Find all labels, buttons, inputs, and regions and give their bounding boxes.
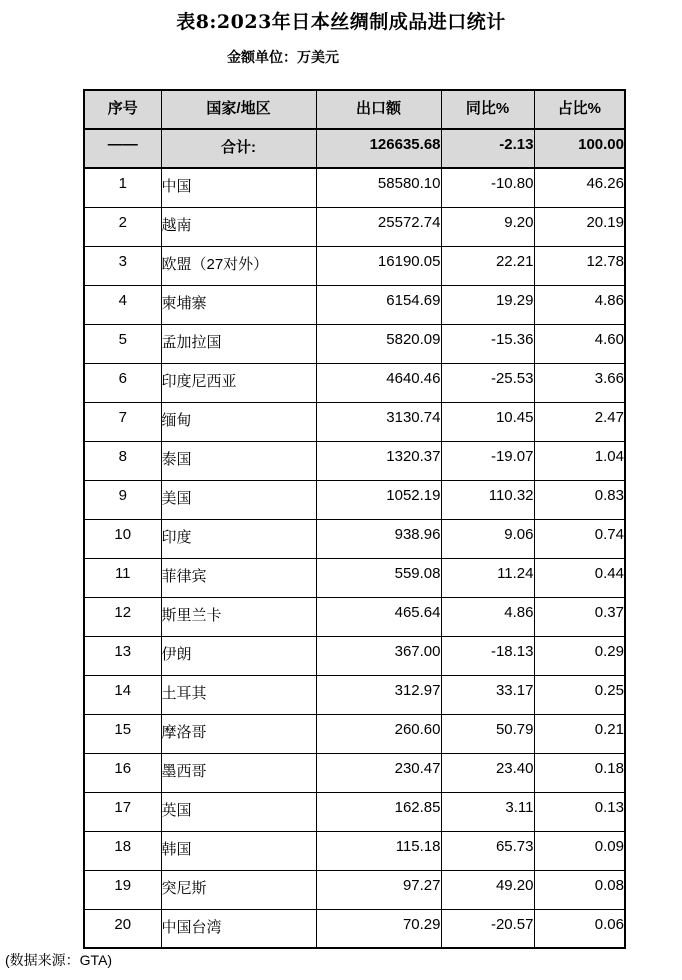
- table-row: [84, 519, 625, 558]
- value-cell: 97.27: [316, 870, 441, 909]
- yoy-cell: 9.20: [441, 207, 534, 246]
- value-cell: 1320.37: [316, 441, 441, 480]
- share-cell: 0.37: [534, 597, 625, 636]
- yoy-cell: 4.86: [441, 597, 534, 636]
- total-row: [84, 129, 625, 168]
- country-cell: 伊朗: [161, 636, 316, 675]
- value-cell: 25572.74: [316, 207, 441, 246]
- table-row: [84, 714, 625, 753]
- country-cell: 越南: [161, 207, 316, 246]
- country-cell: 菲律宾: [161, 558, 316, 597]
- value-cell: 1052.19: [316, 480, 441, 519]
- share-cell: 0.06: [534, 909, 625, 948]
- value-cell: 312.97: [316, 675, 441, 714]
- seq-cell: 13: [84, 636, 161, 675]
- value-cell: 4640.46: [316, 363, 441, 402]
- share-cell: 0.13: [534, 792, 625, 831]
- table-row: [84, 246, 625, 285]
- yoy-cell: -18.13: [441, 636, 534, 675]
- value-cell: 230.47: [316, 753, 441, 792]
- table-row: [84, 792, 625, 831]
- table-row: [84, 675, 625, 714]
- yoy-cell: -19.07: [441, 441, 534, 480]
- table-row: [84, 909, 625, 948]
- header-value: 出口额: [316, 90, 441, 129]
- total-label-cell: 合计:: [161, 129, 316, 168]
- table-row: [84, 324, 625, 363]
- country-cell: 墨西哥: [161, 753, 316, 792]
- yoy-cell: 11.24: [441, 558, 534, 597]
- table-row: [84, 168, 625, 207]
- table-row: [84, 363, 625, 402]
- yoy-cell: 49.20: [441, 870, 534, 909]
- table-row: [84, 285, 625, 324]
- country-cell: 美国: [161, 480, 316, 519]
- share-cell: 4.60: [534, 324, 625, 363]
- share-cell: 0.25: [534, 675, 625, 714]
- yoy-cell: 22.21: [441, 246, 534, 285]
- value-cell: 260.60: [316, 714, 441, 753]
- seq-cell: 4: [84, 285, 161, 324]
- seq-cell: 8: [84, 441, 161, 480]
- seq-cell: 16: [84, 753, 161, 792]
- value-cell: 115.18: [316, 831, 441, 870]
- country-cell: 斯里兰卡: [161, 597, 316, 636]
- table-row: [84, 207, 625, 246]
- header-yoy: 同比%: [441, 90, 534, 129]
- seq-cell: 5: [84, 324, 161, 363]
- table-row: [84, 753, 625, 792]
- yoy-cell: 110.32: [441, 480, 534, 519]
- yoy-cell: -25.53: [441, 363, 534, 402]
- share-cell: 0.21: [534, 714, 625, 753]
- yoy-cell: -20.57: [441, 909, 534, 948]
- share-cell: 0.08: [534, 870, 625, 909]
- value-cell: 367.00: [316, 636, 441, 675]
- seq-cell: 15: [84, 714, 161, 753]
- table-row: [84, 480, 625, 519]
- share-cell: 46.26: [534, 168, 625, 207]
- share-cell: 0.09: [534, 831, 625, 870]
- country-cell: 摩洛哥: [161, 714, 316, 753]
- seq-cell: 14: [84, 675, 161, 714]
- yoy-cell: 50.79: [441, 714, 534, 753]
- yoy-cell: 3.11: [441, 792, 534, 831]
- share-cell: 0.29: [534, 636, 625, 675]
- data-source-note: (数据来源：GTA): [5, 952, 113, 968]
- seq-cell: 7: [84, 402, 161, 441]
- table-row: [84, 402, 625, 441]
- value-cell: 3130.74: [316, 402, 441, 441]
- country-cell: 泰国: [161, 441, 316, 480]
- yoy-cell: 65.73: [441, 831, 534, 870]
- header-row: [84, 90, 625, 129]
- yoy-cell: 10.45: [441, 402, 534, 441]
- value-cell: 938.96: [316, 519, 441, 558]
- share-cell: 0.18: [534, 753, 625, 792]
- yoy-cell: 9.06: [441, 519, 534, 558]
- share-cell: 0.44: [534, 558, 625, 597]
- table-row: [84, 558, 625, 597]
- total-share-cell: 100.00: [534, 129, 625, 168]
- page-title: 表8:2023年日本丝绸制成品进口统计: [176, 11, 506, 33]
- share-cell: 3.66: [534, 363, 625, 402]
- table-header: [84, 90, 625, 129]
- value-cell: 162.85: [316, 792, 441, 831]
- seq-cell: 18: [84, 831, 161, 870]
- header-share: 占比%: [534, 90, 625, 129]
- country-cell: 欧盟（27对外）: [161, 246, 316, 285]
- import-statistics-table: [83, 89, 626, 949]
- country-cell: 韩国: [161, 831, 316, 870]
- table-row: [84, 636, 625, 675]
- table-row: [84, 441, 625, 480]
- seq-cell: 20: [84, 909, 161, 948]
- country-cell: 中国: [161, 168, 316, 207]
- table-row: [84, 597, 625, 636]
- seq-cell: 9: [84, 480, 161, 519]
- country-cell: 柬埔寨: [161, 285, 316, 324]
- value-cell: 16190.05: [316, 246, 441, 285]
- country-cell: 孟加拉国: [161, 324, 316, 363]
- seq-cell: 2: [84, 207, 161, 246]
- yoy-cell: 19.29: [441, 285, 534, 324]
- header-country: 国家/地区: [161, 90, 316, 129]
- value-cell: 559.08: [316, 558, 441, 597]
- value-cell: 5820.09: [316, 324, 441, 363]
- share-cell: 0.83: [534, 480, 625, 519]
- seq-cell: 17: [84, 792, 161, 831]
- country-cell: 突尼斯: [161, 870, 316, 909]
- country-cell: 中国台湾: [161, 909, 316, 948]
- share-cell: 12.78: [534, 246, 625, 285]
- share-cell: 2.47: [534, 402, 625, 441]
- seq-cell: 19: [84, 870, 161, 909]
- total-value-cell: 126635.68: [316, 129, 441, 168]
- total-yoy-cell: -2.13: [441, 129, 534, 168]
- value-cell: 6154.69: [316, 285, 441, 324]
- total-seq-cell: ——: [84, 129, 161, 168]
- seq-cell: 12: [84, 597, 161, 636]
- table-row: [84, 831, 625, 870]
- share-cell: 4.86: [534, 285, 625, 324]
- country-cell: 缅甸: [161, 402, 316, 441]
- table-body: [84, 129, 625, 948]
- share-cell: 1.04: [534, 441, 625, 480]
- unit-note: 金额单位：万美元: [227, 49, 339, 65]
- country-cell: 英国: [161, 792, 316, 831]
- seq-cell: 10: [84, 519, 161, 558]
- value-cell: 465.64: [316, 597, 441, 636]
- yoy-cell: 23.40: [441, 753, 534, 792]
- seq-cell: 11: [84, 558, 161, 597]
- yoy-cell: -15.36: [441, 324, 534, 363]
- yoy-cell: 33.17: [441, 675, 534, 714]
- header-seq: 序号: [84, 90, 161, 129]
- country-cell: 印度: [161, 519, 316, 558]
- share-cell: 20.19: [534, 207, 625, 246]
- value-cell: 58580.10: [316, 168, 441, 207]
- country-cell: 土耳其: [161, 675, 316, 714]
- yoy-cell: -10.80: [441, 168, 534, 207]
- seq-cell: 6: [84, 363, 161, 402]
- seq-cell: 1: [84, 168, 161, 207]
- share-cell: 0.74: [534, 519, 625, 558]
- table-row: [84, 870, 625, 909]
- seq-cell: 3: [84, 246, 161, 285]
- country-cell: 印度尼西亚: [161, 363, 316, 402]
- value-cell: 70.29: [316, 909, 441, 948]
